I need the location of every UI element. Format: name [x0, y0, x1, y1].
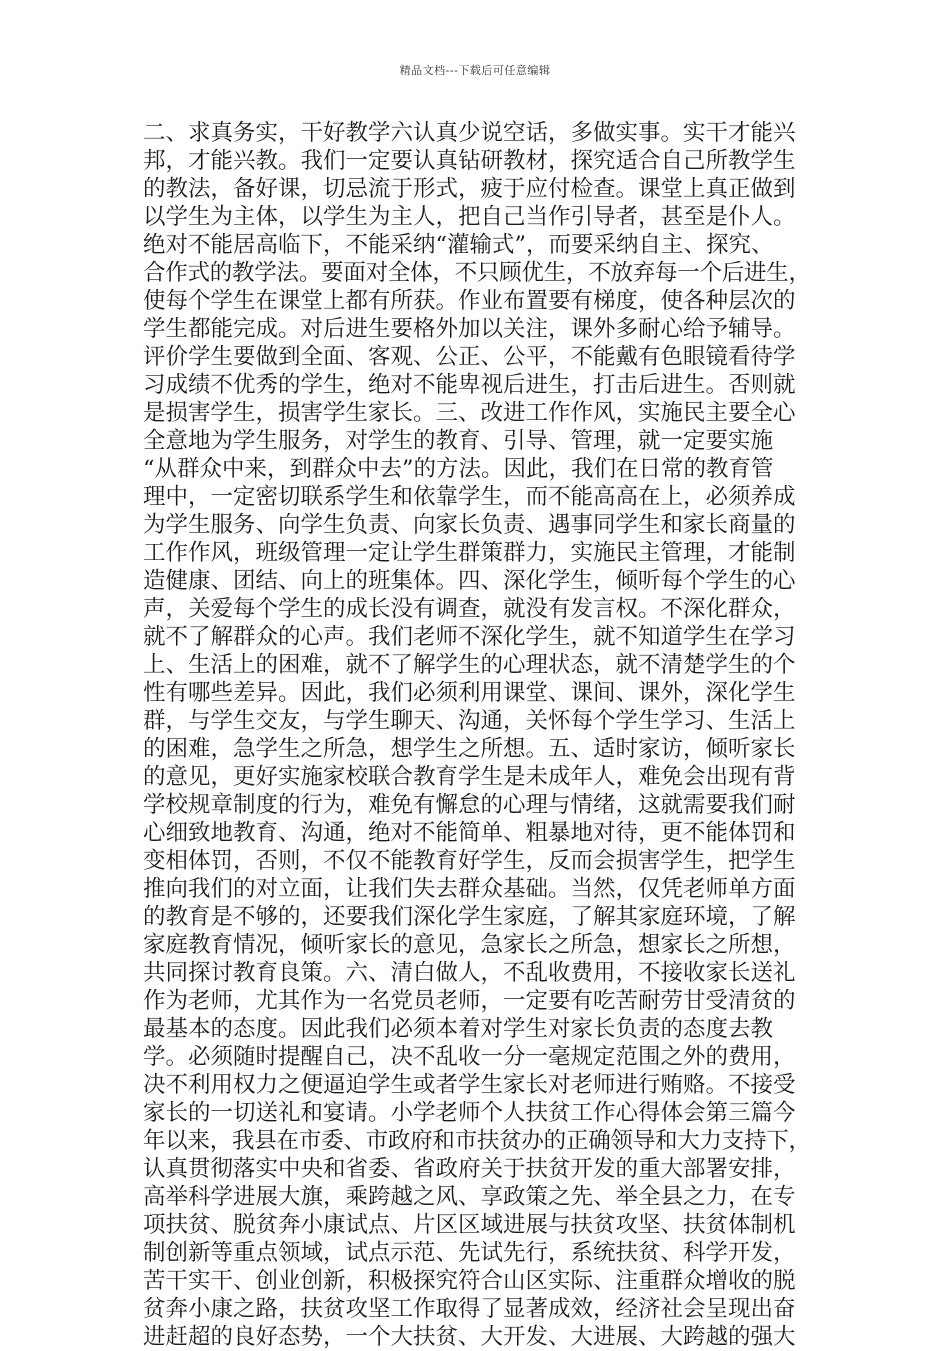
paragraph-line: 群，与学生交友，与学生聊天、沟通，关怀每个学生学习、生活上 [143, 708, 796, 734]
paragraph-line: 评价学生要做到全面、客观、公正、公平，不能戴有色眼镜看待学 [143, 344, 796, 370]
paragraph-line: 推向我们的对立面，让我们失去群众基础。当然，仅凭老师单方面 [143, 876, 796, 902]
paragraph-line: 学。必须随时提醒自己，决不乱收一分一毫规定范围之外的费用， [143, 1044, 796, 1070]
paragraph-line: 决不利用权力之便逼迫学生或者学生家长对老师进行贿赂。不接受 [143, 1072, 796, 1098]
paragraph-line: 苦干实干、创业创新，积极探究符合山区实际、注重群众增收的脱 [143, 1268, 796, 1294]
paragraph-line: 造健康、团结、向上的班集体。四、深化学生，倾听每个学生的心 [143, 568, 796, 594]
paragraph-line: 理中，一定密切联系学生和依靠学生，而不能高高在上，必须养成 [143, 484, 796, 510]
paragraph-line: 绝对不能居高临下，不能采纳“灌输式”，而要采纳自主、探究、 [143, 232, 774, 258]
paragraph-line: 学生都能完成。对后进生要格外加以关注，课外多耐心给予辅导。 [143, 316, 796, 342]
paragraph-line: 项扶贫、脱贫奔小康试点、片区区域进展与扶贫攻坚、扶贫体制机 [143, 1212, 796, 1238]
paragraph-line: 高举科学进展大旗，乘跨越之风、享政策之先、举全县之力，在专 [143, 1184, 796, 1210]
paragraph-line: 全意地为学生服务，对学生的教育、引导、管理，就一定要实施 [143, 428, 774, 454]
paragraph-line: 年以来，我县在市委、市政府和市扶贫办的正确领导和大力支持下， [143, 1128, 811, 1154]
paragraph-line: 最基本的态度。因此我们必须本着对学生对家长负责的态度去教 [143, 1016, 774, 1042]
paragraph-line: 工作作风，班级管理一定让学生群策群力，实施民主管理，才能制 [143, 540, 796, 566]
paragraph-line: 家庭教育情况，倾听家长的意见，急家长之所急，想家长之所想， [143, 932, 796, 958]
paragraph-line: 邦，才能兴教。我们一定要认真钻研教材，探究适合自己所教学生 [143, 148, 796, 174]
paragraph-line: 作为老师，尤其作为一名党员老师，一定要有吃苦耐劳甘受清贫的 [143, 988, 796, 1014]
paragraph-line: 使每个学生在课堂上都有所获。作业布置要有梯度，使各种层次的 [143, 288, 796, 314]
paragraph-line: 的教法，备好课，切忌流于形式，疲于应付检查。课堂上真正做到 [143, 176, 796, 202]
paragraph-line: 习成绩不优秀的学生，绝对不能卑视后进生，打击后进生。否则就 [143, 372, 796, 398]
paragraph-line: 为学生服务、向学生负责、向家长负责、遇事同学生和家长商量的 [143, 512, 796, 538]
paragraph-line: 共同探讨教育良策。六、清白做人，不乱收费用，不接收家长送礼 [143, 960, 796, 986]
paragraph-line: 的意见，更好实施家校联合教育学生是未成年人，难免会出现有背 [143, 764, 796, 790]
paragraph-line: 贫奔小康之路，扶贫攻坚工作取得了显著成效，经济社会呈现出奋 [143, 1296, 796, 1322]
paragraph-line: 合作式的教学法。要面对全体，不只顾优生，不放弃每一个后进生， [143, 260, 811, 286]
paragraph-line: 二、求真务实，干好教学六认真少说空话，多做实事。实干才能兴 [143, 120, 796, 146]
paragraph-line: 家长的一切送礼和宴请。小学老师个人扶贫工作心得体会第三篇今 [143, 1100, 796, 1126]
paragraph-line: 性有哪些差异。因此，我们必须利用课堂、课间、课外，深化学生 [143, 680, 796, 706]
paragraph-line: “从群众中来，到群众中去”的方法。因此，我们在日常的教育管 [143, 456, 774, 482]
paragraph-line: 心细致地教育、沟通，绝对不能简单、粗暴地对待，更不能体罚和 [143, 820, 796, 846]
paragraph-line: 以学生为主体，以学生为主人，把自己当作引导者，甚至是仆人。 [143, 204, 796, 230]
paragraph-line: 学校规章制度的行为，难免有懈怠的心理与情绪，这就需要我们耐 [143, 792, 796, 818]
paragraph-line: 声，关爱每个学生的成长没有调查，就没有发言权。不深化群众， [143, 596, 796, 622]
paragraph-line: 的困难，急学生之所急，想学生之所想。五、适时家访，倾听家长 [143, 736, 796, 762]
paragraph-line: 是损害学生，损害学生家长。三、改进工作作风，实施民主要全心 [143, 400, 796, 426]
paragraph-line: 上、生活上的困难，就不了解学生的心理状态，就不清楚学生的个 [143, 652, 796, 678]
paragraph-line: 就不了解群众的心声。我们老师不深化学生，就不知道学生在学习 [143, 624, 796, 650]
document-body [143, 119, 811, 1351]
paragraph-line: 进赶超的良好态势，一个大扶贫、大开发、大进展、大跨越的强大 [143, 1324, 796, 1350]
paragraph-line: 制创新等重点领域，试点示范、先试先行，系统扶贫、科学开发， [143, 1240, 796, 1266]
paragraph-line: 认真贯彻落实中央和省委、省政府关于扶贫开发的重大部署安排， [143, 1156, 796, 1182]
paragraph-line: 变相体罚，否则，不仅不能教育好学生，反而会损害学生，把学生 [143, 848, 796, 874]
paragraph-line: 的教育是不够的，还要我们深化学生家庭，了解其家庭环境，了解 [143, 904, 796, 930]
page-header: 精品文档---下载后可任意编辑 [399, 64, 551, 77]
